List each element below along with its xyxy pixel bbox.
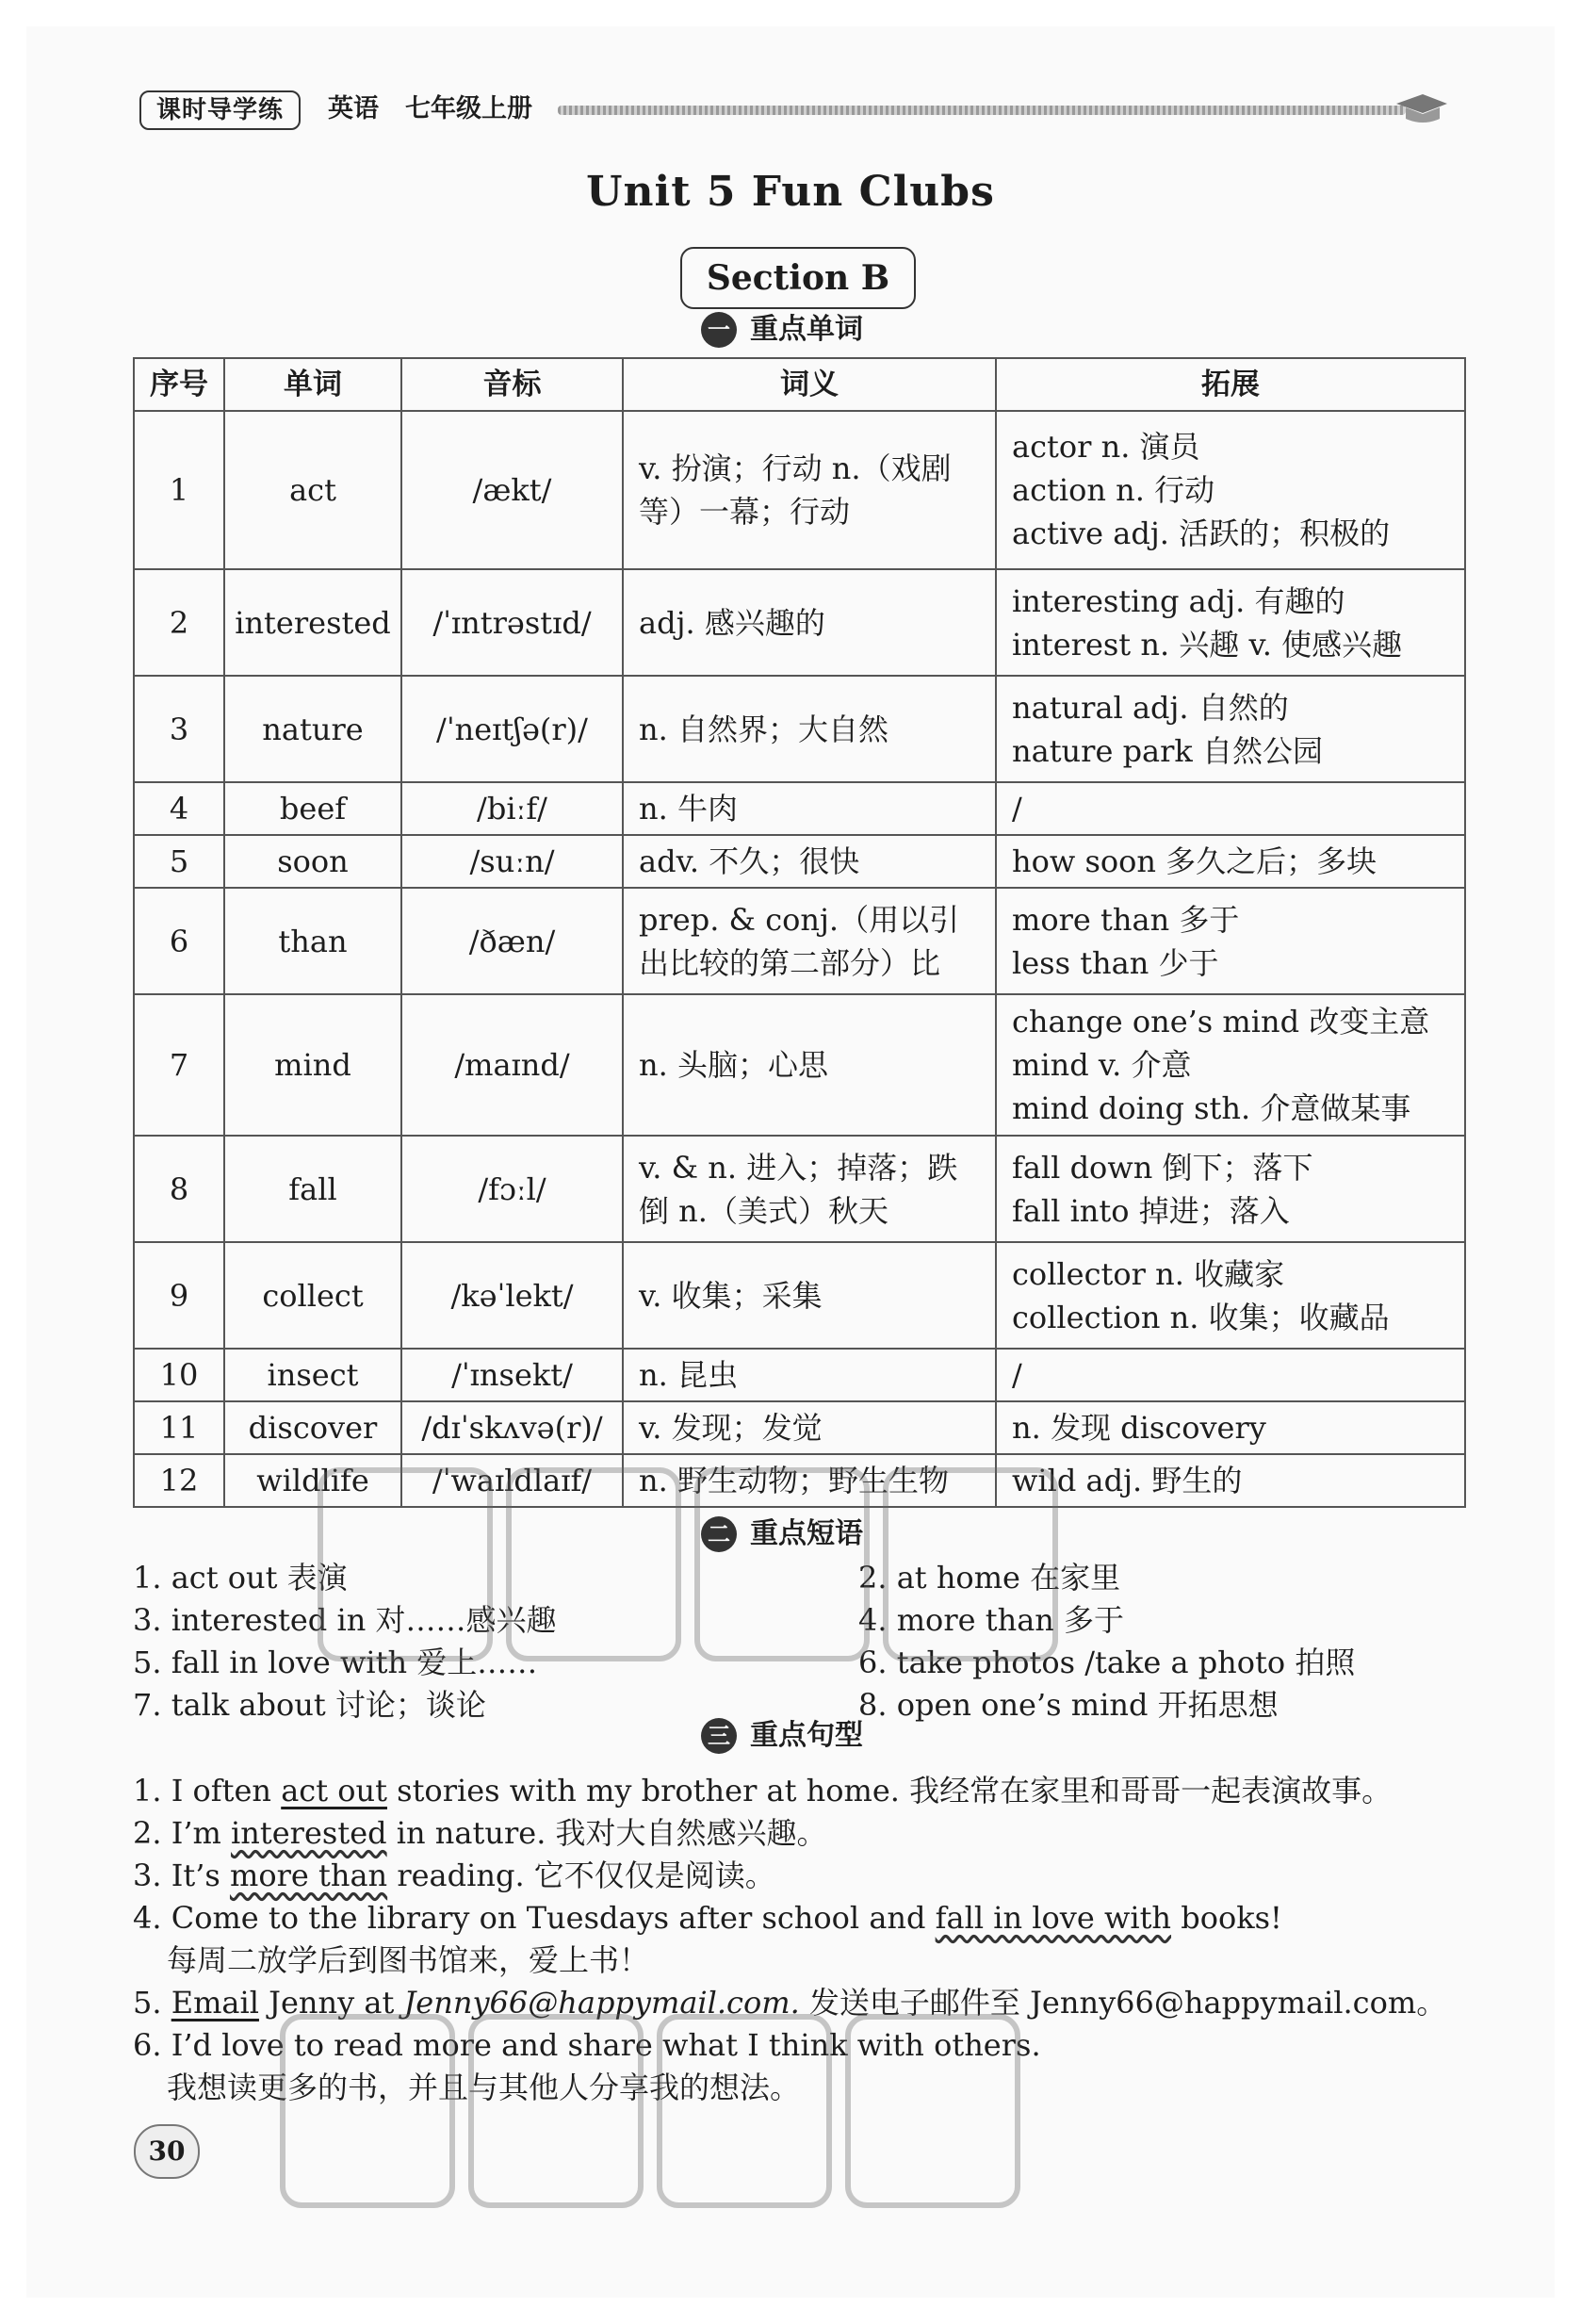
row-ipa: /biːf/ [401, 782, 623, 835]
sentence-item [133, 1812, 1480, 1855]
table-row [134, 1349, 1465, 1401]
phrase-list [133, 1557, 1471, 1727]
row-ipa: /dɪˈskʌvə(r)/ [401, 1401, 623, 1454]
row-ipa: /ðæn/ [401, 888, 623, 994]
ext-line: mind v. 介意 [1012, 1047, 1192, 1083]
header-no: 序号 [134, 358, 224, 411]
row-no: 6 [134, 888, 224, 994]
header-decor-bar [558, 106, 1406, 115]
ext-line: change one’s mind 改变主意 [1012, 1004, 1430, 1039]
table-row [134, 1454, 1465, 1507]
part-number: 二 [701, 1516, 737, 1552]
row-word: soon [224, 835, 401, 888]
ext-line: fall into 掉进；落入 [1012, 1192, 1290, 1229]
ext-line: natural adj. 自然的 [1012, 689, 1289, 726]
row-meaning: v. 收集；采集 [623, 1242, 996, 1349]
sentence-text: reading. 它不仅仅是阅读。 [387, 1858, 775, 1893]
sentence-text: 发送电子邮件至 Jenny66@happymail.com。 [799, 1985, 1447, 2021]
sentence-translation: 我想读更多的书，并且与其他人分享我的想法。 [167, 2070, 801, 2105]
ext-line: collection n. 收集；收藏品 [1012, 1299, 1390, 1335]
row-extension: / [996, 1349, 1465, 1401]
row-meaning: v. & n. 进入；掉落；跌倒 n.（美式）秋天 [623, 1136, 996, 1242]
table-row [134, 1242, 1465, 1349]
row-word: nature [224, 676, 401, 782]
key-phrase: Email [171, 1985, 259, 2021]
row-no: 11 [134, 1401, 224, 1454]
phrase-row [133, 1599, 1471, 1642]
sentence-text: stories with my brother at home. 我经常在家里和哥哥一起表演故事。 [386, 1773, 1393, 1808]
phrase-item: 1. act out 表演 [133, 1560, 348, 1596]
row-extension [996, 676, 1465, 782]
row-word: insect [224, 1349, 401, 1401]
part-number: 三 [701, 1718, 737, 1754]
header-meaning: 词义 [623, 358, 996, 411]
key-phrase: interested [231, 1815, 387, 1851]
ext-line: less than 少于 [1012, 944, 1219, 981]
table-row [134, 1401, 1465, 1454]
row-meaning: n. 牛肉 [623, 782, 996, 835]
row-ipa: /maɪnd/ [401, 994, 623, 1136]
book-title: 课时导学练 [139, 90, 301, 130]
page-number: 30 [134, 2124, 200, 2179]
row-extension [996, 411, 1465, 569]
vocabulary-table [133, 357, 1466, 1508]
row-extension [996, 888, 1465, 994]
row-meaning: v. 扮演；行动 n.（戏剧等）一幕；行动 [623, 411, 996, 569]
sentence-text: in nature. 我对大自然感兴趣。 [386, 1815, 827, 1851]
subject-label: 英语 [328, 94, 379, 123]
table-row [134, 782, 1465, 835]
phrase-item: 6. take photos /take a photo 拍照 [858, 1645, 1356, 1680]
row-meaning: n. 头脑；心思 [623, 994, 996, 1136]
row-meaning: n. 昆虫 [623, 1349, 996, 1401]
phrase-item: 2. at home 在家里 [858, 1560, 1121, 1596]
phrase-item: 7. talk about 讨论；谈论 [133, 1687, 486, 1723]
row-extension: how soon 多久之后；多块 [996, 835, 1465, 888]
row-ipa: /ækt/ [401, 411, 623, 569]
ext-line: active adj. 活跃的；积极的 [1012, 516, 1391, 551]
sentence-item [133, 1855, 1480, 1897]
row-ipa: /ˈwaɪldlaɪf/ [401, 1454, 623, 1507]
ext-line: fall down 倒下；落下 [1012, 1149, 1313, 1186]
graduation-cap-icon [1393, 89, 1449, 130]
row-ipa: /fɔːl/ [401, 1136, 623, 1242]
phrase-row [133, 1557, 1471, 1599]
row-extension: n. 发现 discovery [996, 1401, 1465, 1454]
header-word: 单词 [224, 358, 401, 411]
row-no: 5 [134, 835, 224, 888]
row-word: mind [224, 994, 401, 1136]
row-word: fall [224, 1136, 401, 1242]
row-ipa: /ˈɪntrəstɪd/ [401, 569, 623, 676]
row-extension [996, 1242, 1465, 1349]
row-meaning: n. 自然界；大自然 [623, 676, 996, 782]
table-row [134, 1136, 1465, 1242]
row-word: interested [224, 569, 401, 676]
row-no: 2 [134, 569, 224, 676]
part-title: 重点单词 [750, 313, 863, 346]
row-ipa: /ˈneɪtʃə(r)/ [401, 676, 623, 782]
row-meaning: adj. 感兴趣的 [623, 569, 996, 676]
part-title: 重点句型 [750, 1719, 863, 1752]
table-row [134, 994, 1465, 1136]
row-meaning: v. 发现；发觉 [623, 1401, 996, 1454]
table-row [134, 676, 1465, 782]
row-word: act [224, 411, 401, 569]
row-no: 7 [134, 994, 224, 1136]
row-extension: / [996, 782, 1465, 835]
row-no: 10 [134, 1349, 224, 1401]
part-heading-words [701, 311, 863, 349]
ext-line: nature park 自然公园 [1012, 732, 1323, 769]
row-no: 1 [134, 411, 224, 569]
table-row [134, 569, 1465, 676]
row-ipa: /suːn/ [401, 835, 623, 888]
sentence-text: 1. I often [133, 1773, 282, 1808]
sentence-item [133, 1982, 1480, 2024]
section-label: Section B [680, 247, 916, 309]
sentence-text: 3. It’s [133, 1858, 230, 1893]
sentence-text: Jenny at [258, 1985, 404, 2021]
row-ipa: /ˈɪnsekt/ [401, 1349, 623, 1401]
row-extension [996, 1136, 1465, 1242]
row-meaning: adv. 不久；很快 [623, 835, 996, 888]
phrase-row [133, 1642, 1471, 1684]
table-row [134, 835, 1465, 888]
table-header-row [134, 358, 1465, 411]
part-number: 一 [701, 312, 737, 348]
row-word: collect [224, 1242, 401, 1349]
email-address: Jenny66@happymail.com. [403, 1985, 800, 2021]
row-no: 12 [134, 1454, 224, 1507]
row-meaning: n. 野生动物；野生生物 [623, 1454, 996, 1507]
ext-line: more than 多于 [1012, 901, 1240, 938]
key-phrase: more than [229, 1858, 388, 1893]
phrase-item: 4. more than 多于 [858, 1602, 1125, 1638]
row-no: 9 [134, 1242, 224, 1349]
key-phrase: act out [281, 1773, 387, 1808]
sentence-text: 4. Come to the library on Tuesdays after school and [133, 1900, 936, 1936]
row-word: beef [224, 782, 401, 835]
row-meaning: prep. & conj.（用以引出比较的第二部分）比 [623, 888, 996, 994]
phrase-item: 8. open one’s mind 开拓思想 [858, 1687, 1279, 1723]
row-extension: wild adj. 野生的 [996, 1454, 1465, 1507]
ext-line: interesting adj. 有趣的 [1012, 582, 1345, 619]
part-heading-sentences [701, 1717, 863, 1755]
sentence-list [133, 1770, 1480, 2109]
ext-line: action n. 行动 [1012, 472, 1215, 508]
phrase-item: 3. interested in 对……感兴趣 [133, 1602, 557, 1638]
row-no: 3 [134, 676, 224, 782]
row-extension [996, 569, 1465, 676]
table-row [134, 411, 1465, 569]
header-extension: 拓展 [996, 358, 1465, 411]
sentence-item [133, 1770, 1480, 1812]
ext-line: collector n. 收藏家 [1012, 1255, 1285, 1292]
grade-label: 七年级上册 [405, 94, 532, 123]
sentence-text: books! [1171, 1900, 1282, 1936]
header-ipa: 音标 [401, 358, 623, 411]
sentence-text: 5. [133, 1985, 171, 2021]
row-ipa: /kəˈlekt/ [401, 1242, 623, 1349]
row-extension [996, 994, 1465, 1136]
page-header [139, 87, 1440, 132]
row-no: 4 [134, 782, 224, 835]
sentence-text: 2. I’m [133, 1815, 232, 1851]
ext-line: interest n. 兴趣 v. 使感兴趣 [1012, 626, 1403, 663]
table-row [134, 888, 1465, 994]
sentence-translation: 每周二放学后到图书馆来，爱上书！ [167, 1942, 650, 1978]
ext-line: mind doing sth. 介意做某事 [1012, 1090, 1411, 1126]
row-word: wildlife [224, 1454, 401, 1507]
row-word: discover [224, 1401, 401, 1454]
sentence-item: 6. I’d love to read more and share what I think with others. [133, 2027, 1041, 2063]
phrase-item: 5. fall in love with 爱上…… [133, 1645, 538, 1680]
row-word: than [224, 888, 401, 994]
key-phrase: fall in love with [935, 1900, 1172, 1936]
row-no: 8 [134, 1136, 224, 1242]
part-title: 重点短语 [750, 1517, 863, 1550]
sentence-item [133, 1897, 1480, 1939]
unit-title: Unit 5 Fun Clubs [586, 168, 995, 216]
part-heading-phrases [701, 1515, 863, 1553]
ext-line: actor n. 演员 [1012, 429, 1200, 465]
